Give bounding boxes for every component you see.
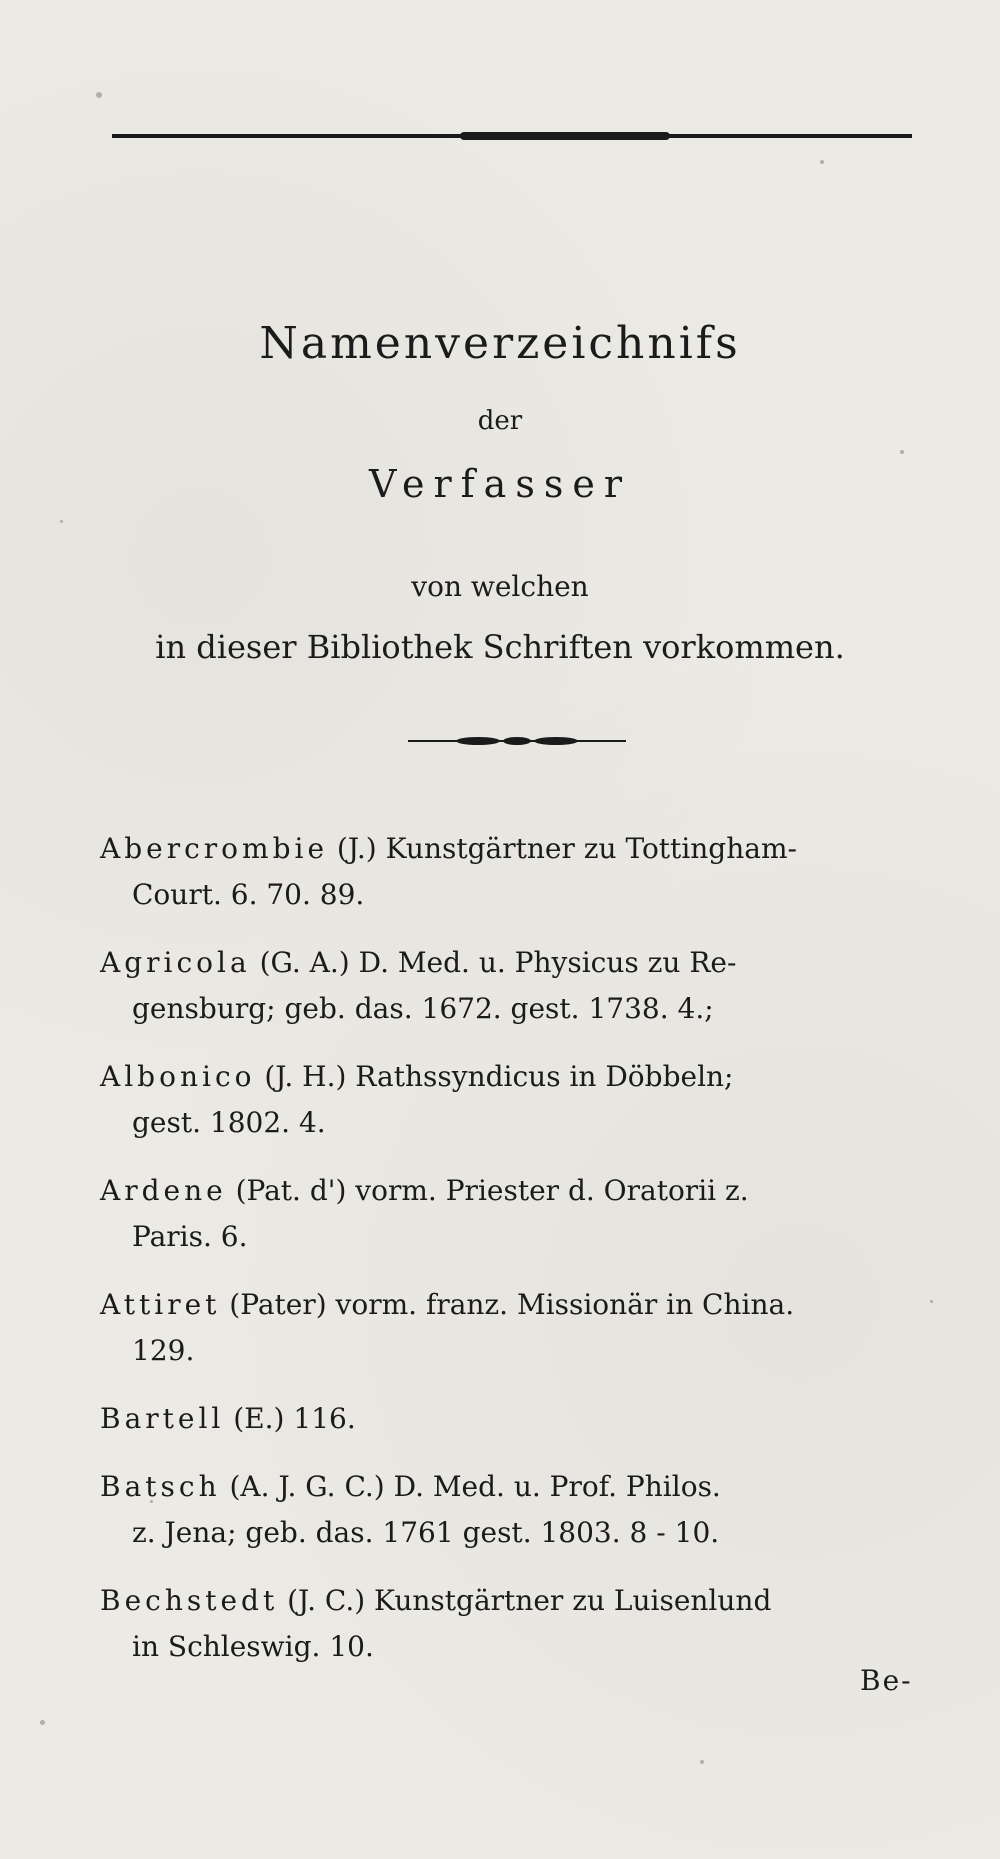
catchword: Be- — [860, 1664, 913, 1697]
entry-batsch — [100, 1464, 940, 1556]
top-rule-ornament — [460, 132, 670, 140]
entry-text: (J. H.) Rathssyndicus in Döbbeln; — [255, 1060, 734, 1093]
paper-speck — [150, 1500, 153, 1503]
author-entries — [100, 826, 940, 1692]
subtitle-in-dieser: in dieser Bibliothek Schriften vorkommen. — [155, 628, 845, 666]
entry-ardene — [100, 1168, 940, 1260]
paper-speck — [60, 520, 63, 523]
entry-name: Agricola — [100, 946, 251, 979]
entry-name: Albonico — [100, 1060, 256, 1093]
ornamental-divider — [408, 736, 626, 746]
entry-name: Batsch — [100, 1470, 221, 1503]
entry-albonico — [100, 1054, 940, 1146]
entry-name: Ardene — [100, 1174, 227, 1207]
entry-text: (Pat. d') vorm. Priester d. Oratorii z. — [226, 1174, 749, 1207]
paper-speck — [930, 1300, 933, 1303]
entry-name: Attiret — [100, 1288, 221, 1321]
paper-speck — [900, 450, 904, 454]
entry-bechstedt — [100, 1578, 940, 1670]
entry-continuation: 129. — [132, 1334, 195, 1367]
paper-speck — [820, 160, 824, 164]
paper-speck — [96, 92, 102, 98]
entry-text: (G. A.) D. Med. u. Physicus zu Re- — [250, 946, 737, 979]
entry-name: Abercrombie — [100, 832, 329, 865]
paper-speck — [700, 1760, 704, 1764]
entry-continuation: Court. 6. 70. 89. — [132, 878, 365, 911]
entry-continuation: Paris. 6. — [132, 1220, 248, 1253]
entry-agricola — [100, 940, 940, 1032]
entry-continuation: z. Jena; geb. das. 1761 gest. 1803. 8 - 10. — [132, 1516, 720, 1549]
entry-text: (J.) Kunstgärtner zu Tottingham- — [328, 832, 797, 865]
subtitle-von-welchen: von welchen — [411, 570, 589, 603]
subtitle-der: der — [477, 406, 523, 436]
entry-name: Bechstedt — [100, 1584, 279, 1617]
entry-attiret — [100, 1282, 940, 1374]
subtitle-verfasser: Verfasser — [369, 462, 631, 506]
entry-text: (E.) 116. — [224, 1402, 356, 1435]
entry-continuation: in Schleswig. 10. — [132, 1630, 374, 1663]
entry-abercrombie — [100, 826, 940, 918]
entry-name: Bartell — [100, 1402, 225, 1435]
entry-text: (Pater) vorm. franz. Missionär in China. — [220, 1288, 795, 1321]
entry-text: (J. C.) Kunstgärtner zu Luisenlund — [278, 1584, 772, 1617]
page-title: Namenverzeichnifs — [259, 318, 741, 369]
entry-text: (A. J. G. C.) D. Med. u. Prof. Philos. — [220, 1470, 721, 1503]
entry-continuation: gest. 1802. 4. — [132, 1106, 326, 1139]
entry-bartell — [100, 1396, 940, 1442]
paper-speck — [40, 1720, 45, 1725]
entry-continuation: gensburg; geb. das. 1672. gest. 1738. 4.; — [132, 992, 714, 1025]
